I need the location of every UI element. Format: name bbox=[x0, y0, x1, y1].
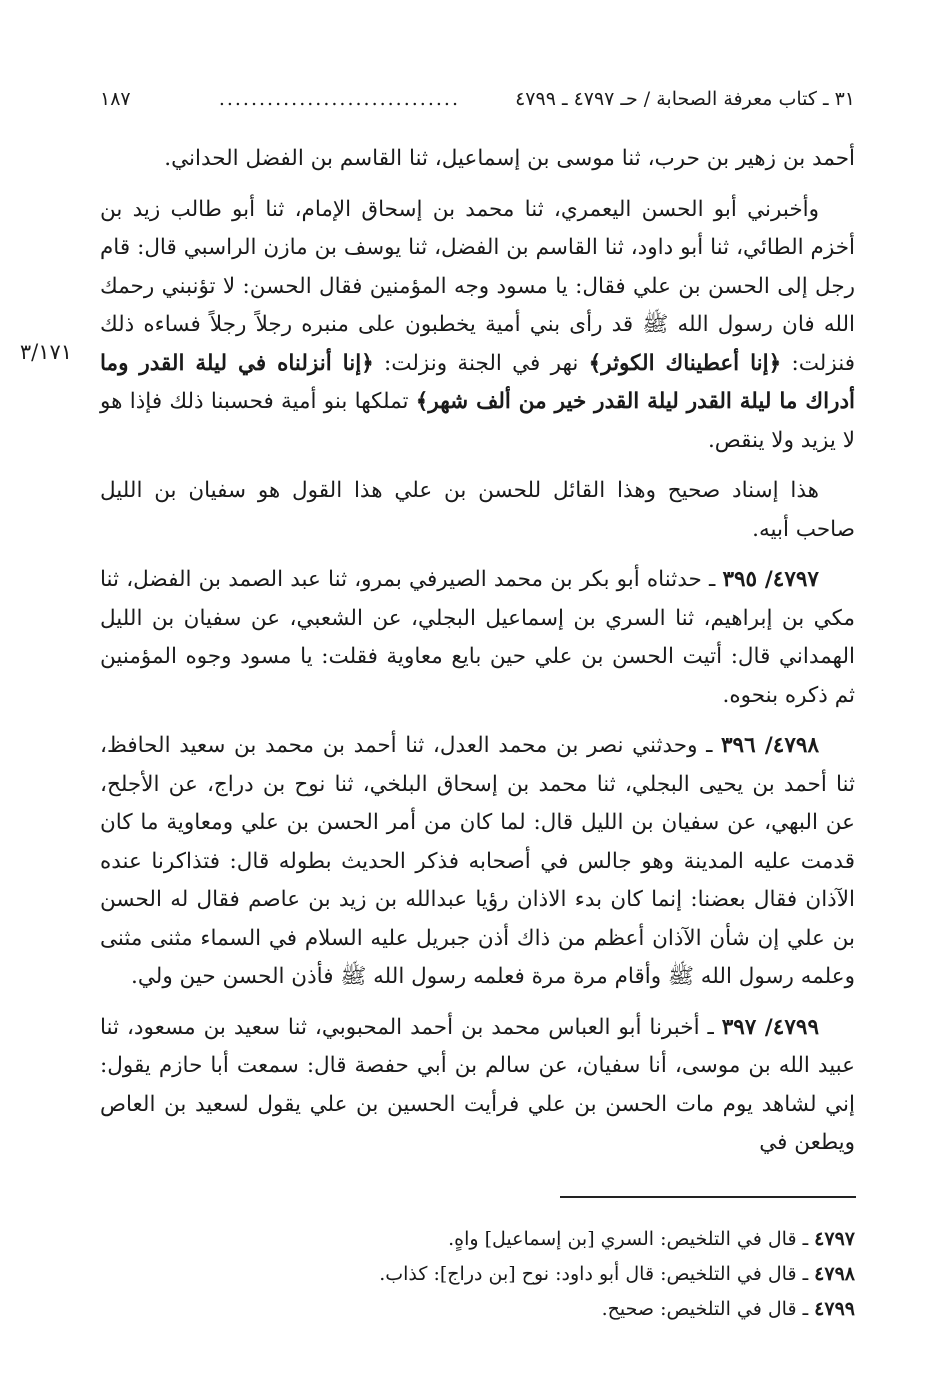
hadith-number: ٤٧٩٧/ ٣٩٥ bbox=[722, 567, 819, 592]
paragraph-text: ـ أخبرنا أبو العباس محمد بن أحمد المحبوبي، ثنا سعيد بن مسعود، ثنا عبيد الله بن موسى، أنا سفيان، عن سالم بن أبي حفصة قال: سمعت أبا حازم يقول: إني لشاهد يوم مات الحسن بن علي فرأيت الحسين بن علي يقول لسعيد بن العاص ويطعن في bbox=[100, 1014, 855, 1155]
paragraph-1 bbox=[100, 140, 855, 179]
footnote-text: ـ قال في التلخيص: قال أبو داود: نوح [بن دراج]: كذاب. bbox=[379, 1263, 815, 1285]
paragraph-3 bbox=[100, 472, 855, 549]
paragraph-text: تملكها بنو أمية فحسبنا ذلك فإذا هو لا يزيد ولا ينقص. bbox=[100, 389, 855, 453]
header-dots: .............................. bbox=[218, 88, 460, 110]
running-header bbox=[100, 88, 855, 116]
paragraph-text: ـ حدثناه أبو بكر بن محمد الصيرفي بمرو، ثنا عبد الصمد بن الفضل، ثنا مكي بن إبراهيم، ثنا السري بن إسماعيل البجلي، عن الشعبي، عن سفيان بن الليل الهمداني قال: أتيت الحسن بن علي حين بايع معاوية فقلت: يا مسود وجوه المؤمنين ثم ذكره بنحوه. bbox=[100, 567, 855, 708]
footnote-text: ـ قال في التلخيص: السري [بن إسماعيل] واهٍ. bbox=[448, 1228, 815, 1250]
paragraph-text: أحمد بن زهير بن حرب، ثنا موسى بن إسماعيل، ثنا القاسم بن الفضل الحداني. bbox=[164, 146, 855, 171]
margin-reference: ٣/١٧١ bbox=[19, 340, 73, 364]
footnote-number: ٤٧٩٧ bbox=[814, 1228, 855, 1250]
hadith-number: ٤٧٩٩/ ٣٩٧ bbox=[721, 1014, 819, 1040]
hadith-number: ٤٧٩٨/ ٣٩٦ bbox=[721, 733, 819, 758]
footnote-4798 bbox=[100, 1257, 855, 1292]
quran-verse: ﴿إنا أعطيناك الكوثر﴾ bbox=[588, 350, 782, 376]
paragraph-text: ـ وحدثني نصر بن محمد العدل، ثنا أحمد بن محمد بن سعيد الحافظ، ثنا أحمد بن يحيى البجلي، ثنا محمد بن إسحاق البلخي، ثنا نوح بن دراج، عن الأجلح، عن البهي، عن سفيان بن الليل قال: لما كان من أمر الحسن بن علي ومعاوية ما كان قدمت عليه المدينة وهو جالس في أصحابه فذكر الحديث بطوله قال: فتذاكرنا عنده الآذان فقال بعضنا: إنما كان بدء الاذان رؤيا عبدالله بن زيد بن عاصم فقال له الحسن بن علي إن شأن الآذان أعظم من ذاك أذن جبريل عليه السلام في السماء مثنى مثنى وعلمه رسول الله ﷺ وأقام مرة مرة فعلمه رسول الله ﷺ فأذن الحسن حين ولي. bbox=[100, 733, 855, 989]
hadith-4799 bbox=[100, 1009, 855, 1163]
footnote-number: ٤٧٩٩ bbox=[814, 1298, 855, 1320]
paragraph-text: وأخبرني أبو الحسن اليعمري، ثنا محمد بن إسحاق الإمام، ثنا أبو طالب زيد بن أخزم الطائي، ثنا أبو داود، ثنا القاسم بن الفضل، ثنا يوسف بن مازن الراسبي قال: قام رجل إلى الحسن بن علي فقال: يا مسود وجه المؤمنين فقال الحسن: لا تؤنبني رحمك الله فان رسول الله ﷺ قد رأى بني أمية يخطبون على منبره رجلاً رجلاً فساءه ذلك فنزلت: bbox=[100, 196, 855, 376]
page-number: ١٨٧ bbox=[100, 88, 131, 110]
footnotes bbox=[100, 1222, 855, 1327]
footnote-4799 bbox=[100, 1292, 855, 1327]
hadith-4797 bbox=[100, 561, 855, 715]
footnote-4797 bbox=[100, 1222, 855, 1257]
hadith-4798 bbox=[100, 727, 855, 997]
paragraph-text: نهر في الجنة ونزلت: bbox=[373, 350, 589, 376]
paragraph-text: هذا إسناد صحيح وهذا القائل للحسن بن علي هذا القول هو سفيان بن الليل صاحب أبيه. bbox=[100, 478, 855, 542]
header-title: ٣١ ـ كتاب معرفة الصحابة / حـ ٤٧٩٧ ـ ٤٧٩٩ bbox=[515, 88, 855, 110]
main-text bbox=[100, 140, 855, 1175]
paragraph-2 bbox=[100, 191, 855, 461]
quran-verse: ﴿إنا أنزلناه في ليلة القدر وما أدراك ما ليلة القدر ليلة القدر خير من ألف شهر﴾ bbox=[100, 350, 856, 414]
footnote-divider bbox=[560, 1196, 856, 1198]
footnote-text: ـ قال في التلخيص: صحيح. bbox=[601, 1298, 815, 1320]
footnote-number: ٤٧٩٨ bbox=[814, 1263, 855, 1285]
